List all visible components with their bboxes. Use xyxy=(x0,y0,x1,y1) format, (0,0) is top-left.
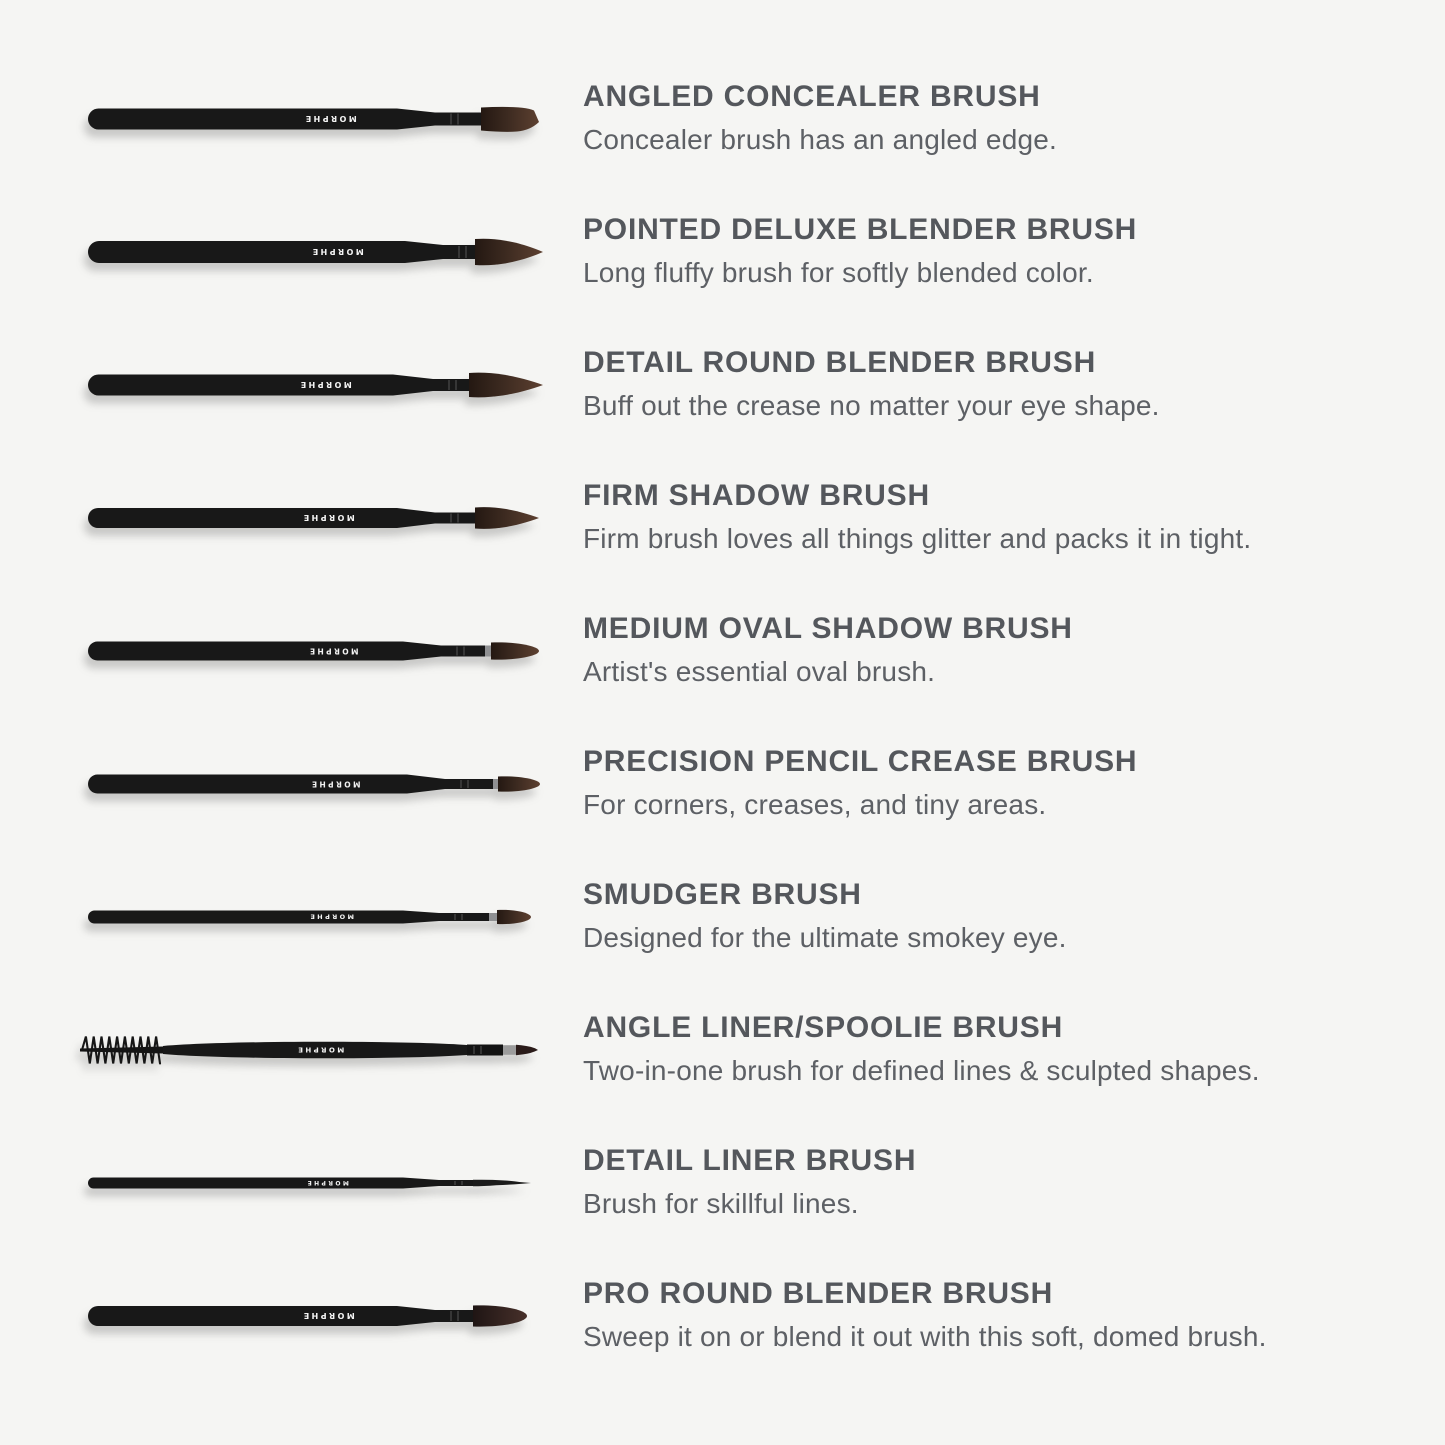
brush-handle-label: MORPHE xyxy=(301,512,355,522)
brush-handle-label: MORPHE xyxy=(310,246,364,256)
brush-illustration-precision-pencil-crease xyxy=(75,754,545,814)
brush-bristles xyxy=(475,238,543,265)
brush-name: PRECISION PENCIL CREASE BRUSH xyxy=(583,744,1138,778)
brush-text-column xyxy=(583,480,1445,555)
brush-text-column xyxy=(583,746,1445,821)
brush-column xyxy=(75,488,545,548)
brush-illustration-pointed-deluxe-blender xyxy=(75,222,545,282)
brush-name: SMUDGER BRUSH xyxy=(583,877,862,911)
brush-column xyxy=(75,355,545,415)
brush-illustration xyxy=(75,355,545,415)
brush-illustration xyxy=(75,887,545,947)
brush-handle-label: MORPHE xyxy=(301,1310,355,1320)
brush-bristles xyxy=(497,909,531,923)
brush-text-column xyxy=(583,613,1445,688)
brush-row-smudger xyxy=(0,850,1445,983)
brush-text-column xyxy=(583,214,1445,289)
brush-description: Long fluffy brush for softly blended color. xyxy=(583,257,1094,289)
brush-handle xyxy=(88,774,493,793)
brush-illustration-detail-liner xyxy=(75,1153,545,1213)
brush-description: For corners, creases, and tiny areas. xyxy=(583,789,1047,821)
brush-illustration xyxy=(75,1153,545,1213)
brush-row-firm-shadow xyxy=(0,451,1445,584)
brush-description: Designed for the ultimate smokey eye. xyxy=(583,922,1067,954)
brush-bristles xyxy=(469,372,543,397)
brush-name: PRO ROUND BLENDER BRUSH xyxy=(583,1276,1054,1310)
brush-handle xyxy=(88,1306,473,1326)
brush-bristles xyxy=(473,1305,527,1326)
brush-name: DETAIL LINER BRUSH xyxy=(583,1143,917,1177)
brush-bristles xyxy=(475,507,539,529)
brush-bristles xyxy=(481,106,539,131)
brush-row-precision-pencil-crease xyxy=(0,717,1445,850)
brush-text-column xyxy=(583,347,1445,422)
brush-column xyxy=(75,1020,545,1080)
brush-text-column xyxy=(583,1278,1445,1353)
brush-rows-list xyxy=(0,52,1445,1382)
brush-row-detail-liner xyxy=(0,1116,1445,1249)
brush-description: Two-in-one brush for defined lines & sculpted shapes. xyxy=(583,1055,1260,1087)
brush-illustration xyxy=(75,754,545,814)
brush-name: POINTED DELUXE BLENDER BRUSH xyxy=(583,212,1138,246)
brush-ferrule xyxy=(467,1044,503,1055)
brush-description: Brush for skillful lines. xyxy=(583,1188,859,1220)
brush-description: Concealer brush has an angled edge. xyxy=(583,124,1058,156)
brush-column xyxy=(75,222,545,282)
brush-handle xyxy=(88,508,475,528)
brush-handle-label: MORPHE xyxy=(307,912,355,921)
brush-illustration-pro-round-blender xyxy=(75,1286,545,1346)
brush-name: FIRM SHADOW BRUSH xyxy=(583,478,930,512)
brush-handle-label: MORPHE xyxy=(295,1044,345,1053)
brush-bristles xyxy=(473,1179,531,1185)
brush-row-pro-round-blender xyxy=(0,1249,1445,1382)
brush-text-column xyxy=(583,1145,1445,1220)
brush-row-angle-liner-spoolie xyxy=(0,983,1445,1116)
brush-illustration xyxy=(75,89,545,149)
brush-text-column xyxy=(583,879,1445,954)
brush-column xyxy=(75,754,545,814)
brush-handle xyxy=(88,641,485,660)
brush-handle xyxy=(88,241,475,263)
brush-name: ANGLED CONCEALER BRUSH xyxy=(583,79,1041,113)
brush-column xyxy=(75,887,545,947)
brush-description: Buff out the crease no matter your eye shape. xyxy=(583,390,1160,422)
ferrule-band xyxy=(493,779,498,789)
brush-name: ANGLE LINER/SPOOLIE BRUSH xyxy=(583,1010,1064,1044)
brush-handle-label: MORPHE xyxy=(303,113,357,123)
brush-text-column xyxy=(583,81,1445,156)
brush-illustration xyxy=(75,1286,545,1346)
brush-row-angled-concealer xyxy=(0,52,1445,185)
brush-illustration xyxy=(75,488,545,548)
brush-illustration-medium-oval-shadow xyxy=(75,621,545,681)
ferrule-band xyxy=(489,913,497,921)
brush-column xyxy=(75,1153,545,1213)
brush-column xyxy=(75,1286,545,1346)
brush-description: Sweep it on or blend it out with this soft, domed brush. xyxy=(583,1321,1267,1353)
brush-name: MEDIUM OVAL SHADOW BRUSH xyxy=(583,611,1073,645)
brush-row-pointed-deluxe-blender xyxy=(0,185,1445,318)
brush-illustration-detail-round-blender xyxy=(75,355,545,415)
brush-handle-label: MORPHE xyxy=(307,645,359,655)
brush-illustration xyxy=(75,621,545,681)
brush-column xyxy=(75,621,545,681)
brush-handle xyxy=(88,374,469,395)
brush-illustration xyxy=(75,1020,545,1080)
brush-handle-label: MORPHE xyxy=(298,379,352,389)
brush-handle-label: MORPHE xyxy=(309,778,361,788)
brush-illustration-angled-concealer xyxy=(75,89,545,149)
brush-illustration-firm-shadow xyxy=(75,488,545,548)
brush-handle-label: MORPHE xyxy=(305,1178,349,1186)
brush-description: Firm brush loves all things glitter and packs it in tight. xyxy=(583,523,1252,555)
brush-row-detail-round-blender xyxy=(0,318,1445,451)
brush-illustration-smudger xyxy=(75,887,545,947)
ferrule-band xyxy=(485,645,491,656)
brush-bristles xyxy=(491,642,539,659)
angle-liner-bristles xyxy=(516,1044,538,1054)
brush-illustration-angle-liner-spoolie xyxy=(75,1020,545,1080)
brush-name: DETAIL ROUND BLENDER BRUSH xyxy=(583,345,1097,379)
brush-illustration xyxy=(75,222,545,282)
brush-description: Artist's essential oval brush. xyxy=(583,656,936,688)
brush-column xyxy=(75,89,545,149)
ferrule-band xyxy=(503,1045,516,1055)
brush-text-column xyxy=(583,1012,1445,1087)
brush-bristles xyxy=(498,776,540,791)
brush-handle xyxy=(88,108,481,129)
brush-handle xyxy=(88,1177,473,1188)
brush-handle xyxy=(88,910,489,923)
brush-row-medium-oval-shadow xyxy=(0,584,1445,717)
